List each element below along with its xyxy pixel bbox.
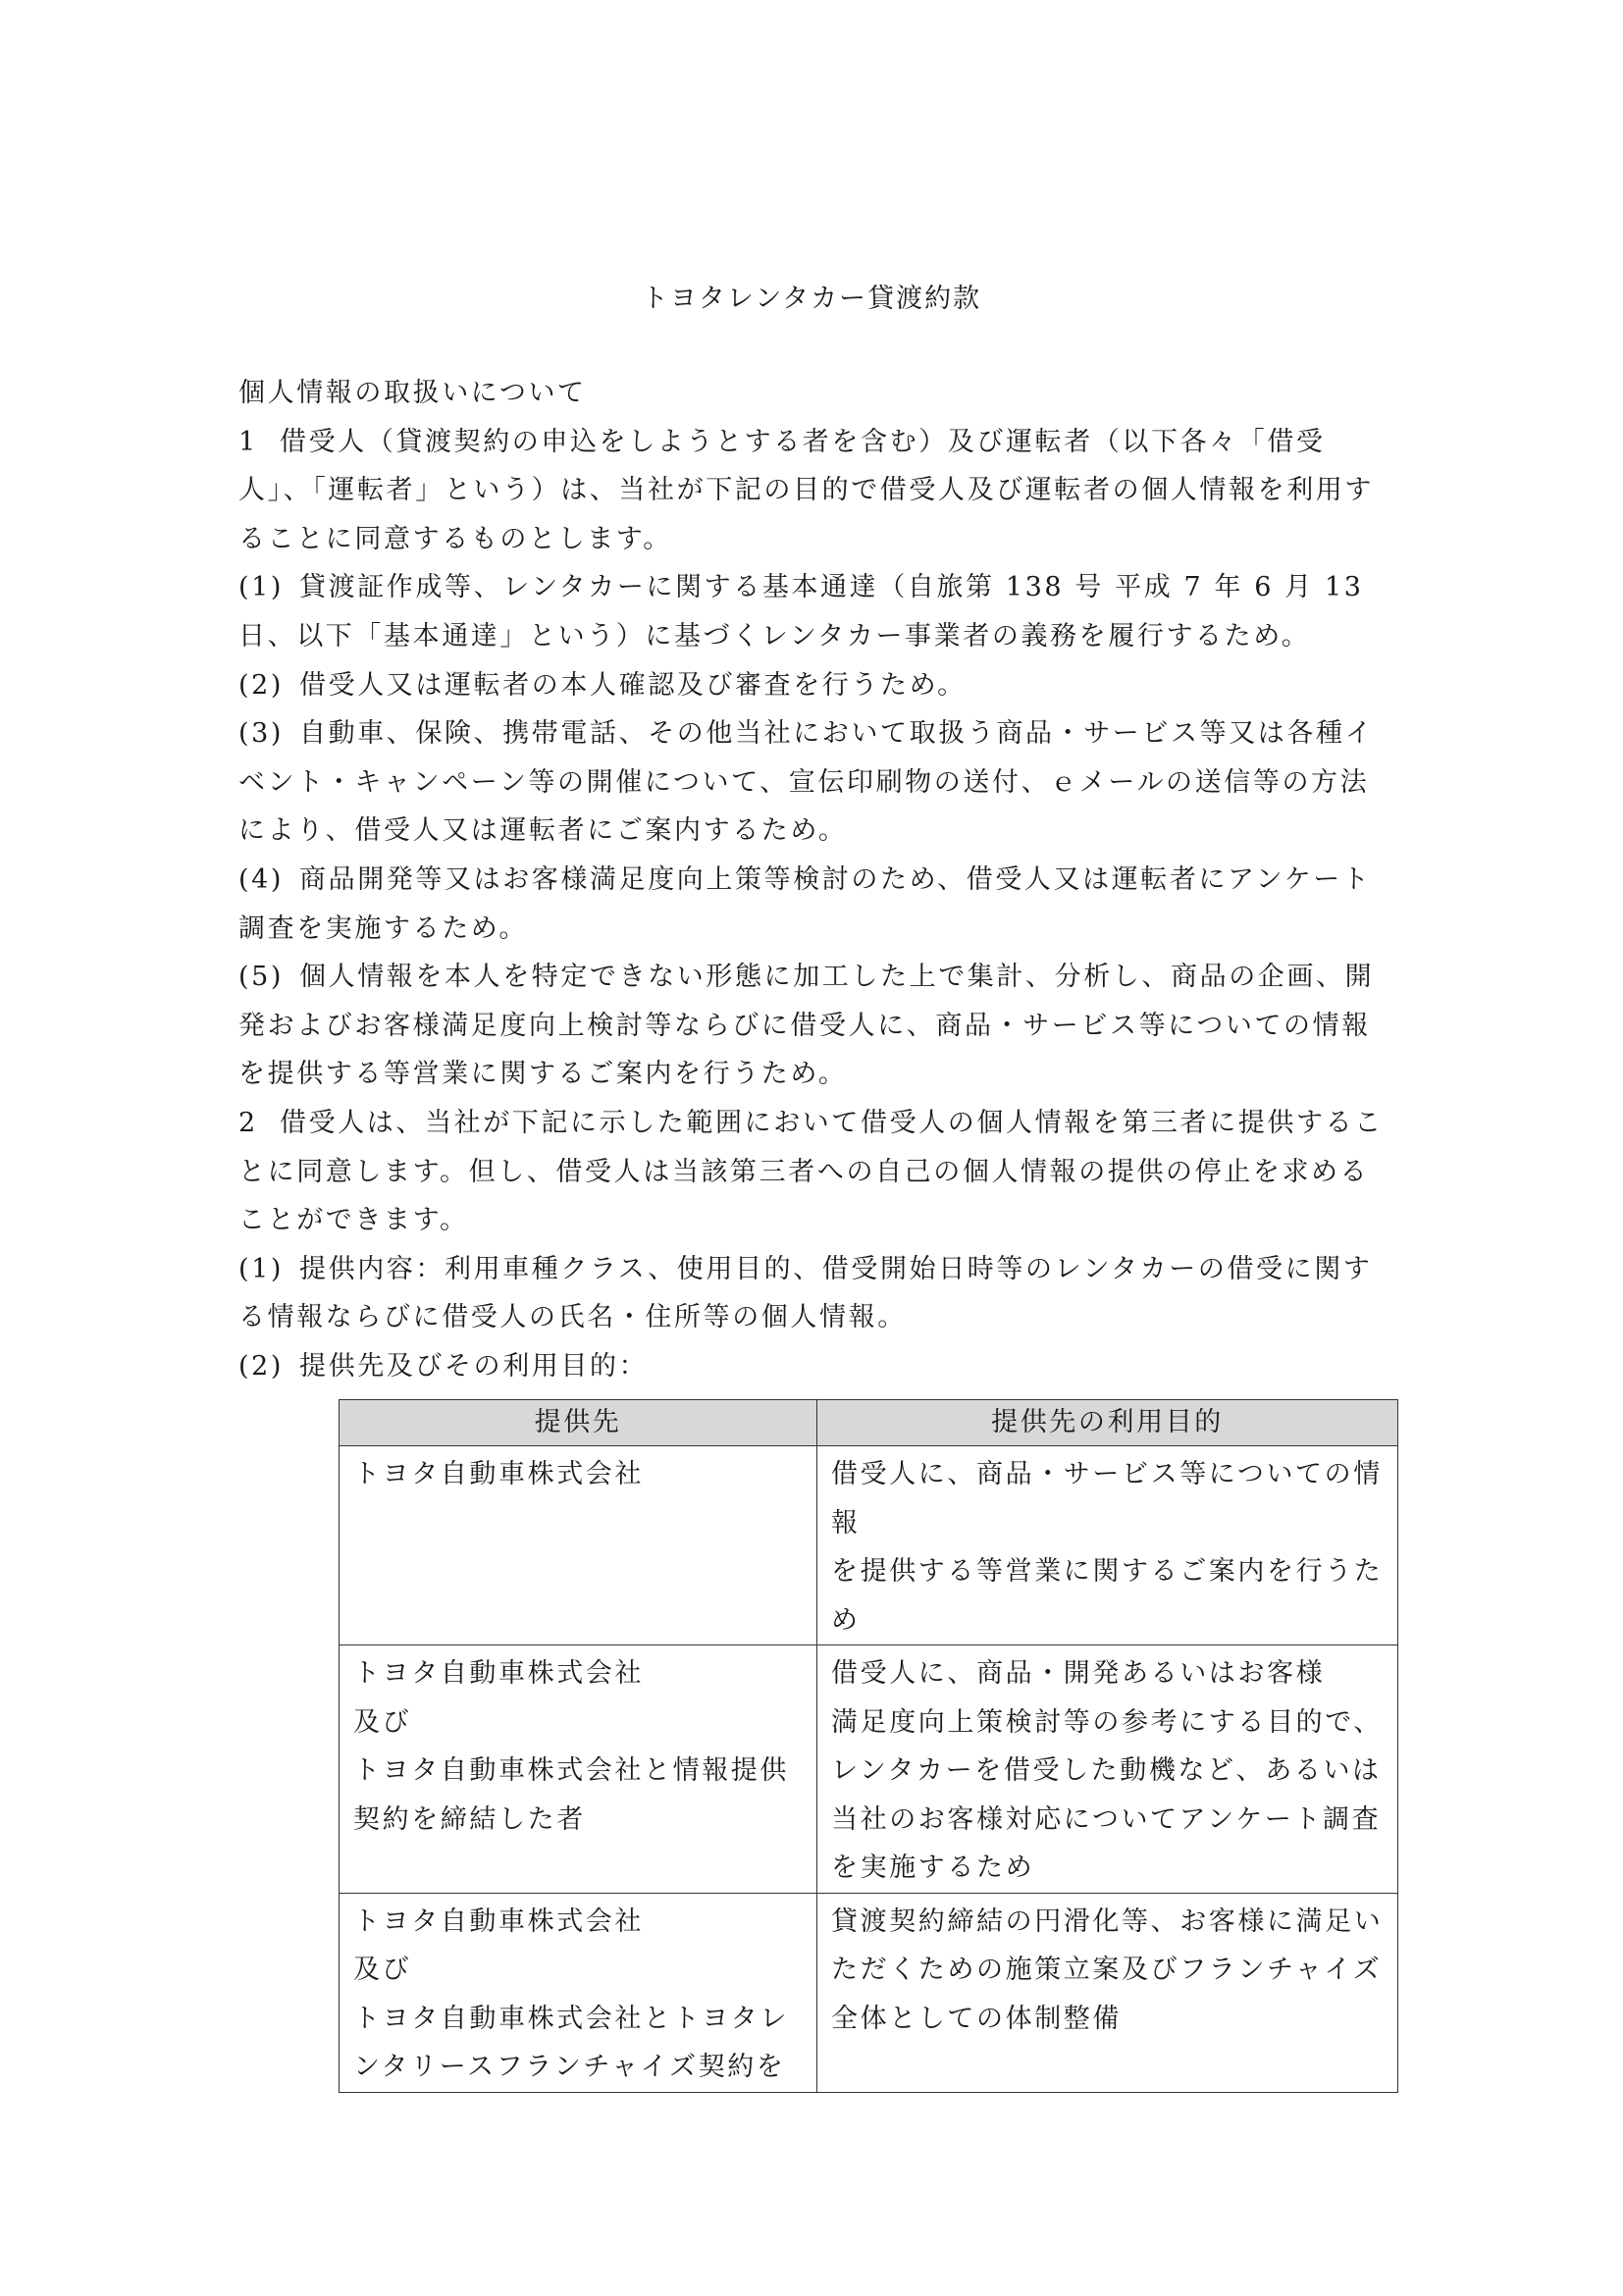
cell-line: 全体としての体制整備 xyxy=(831,2003,1122,2034)
paragraph-text: 借受人（貸渡契約の申込をしようとする者を含む）及び運転者（以下各々「借受人」、「運転者」という）は、当社が下記の目的で借受人及び運転者の個人情報を利用することに同意するものとします。 xyxy=(238,426,1374,554)
purpose-cell xyxy=(817,1446,1398,1645)
list-item xyxy=(238,856,1396,953)
item-number: (2) xyxy=(238,1350,285,1382)
cell-line: ンタリースフランチャイズ契約を xyxy=(353,2052,786,2082)
item-text: 自動車、保険、携帯電話、その他当社において取扱う商品・サービス等又は各種イベント・キャンペーン等の開催について、宣伝印刷物の送付、ｅメールの送信等の方法により、借受人又は運転者にご案内するため。 xyxy=(238,718,1375,847)
paragraph-text: 借受人は、当社が下記に示した範囲において借受人の個人情報を第三者に提供することに同意します。但し、借受人は当該第三者への自己の個人情報の提供の停止を求めることができます。 xyxy=(238,1107,1384,1236)
item-number: (5) xyxy=(238,962,285,993)
cell-line: レンタカーを借受した動機など、あるいは xyxy=(831,1755,1382,1786)
item-text: 提供先及びその利用目的： xyxy=(299,1350,649,1382)
item-text: 個人情報を本人を特定できない形態に加工した上で集計、分析し、商品の企画、開発およびお客様満足度向上検討等ならびに借受人に、商品・サービス等についての情報を提供する等営業に関するご案内を行うため。 xyxy=(238,962,1375,1090)
list-item xyxy=(238,1245,1396,1342)
cell-line: トヨタ自動車株式会社と情報提供 xyxy=(353,1755,789,1786)
item-text: 商品開発等又はお客様満足度向上策等検討のため、借受人又は運転者にアンケート調査を実施するため。 xyxy=(238,863,1372,944)
purpose-cell xyxy=(817,1893,1398,2092)
purpose-cell xyxy=(817,1645,1398,1894)
cell-line: ただくための施策立案及びフランチャイズ xyxy=(831,1955,1383,1985)
cell-line: 借受人に、商品・サービス等についての情報 xyxy=(831,1459,1383,1539)
document-body xyxy=(238,369,1396,1390)
document-title: トヨタレンタカー貸渡約款 xyxy=(641,284,982,314)
list-item xyxy=(238,1342,1396,1391)
item-number: (1) xyxy=(238,1253,285,1284)
item-number: (2) xyxy=(238,669,285,701)
list-item xyxy=(238,953,1396,1099)
item-number: (3) xyxy=(238,718,285,750)
item-text: 貸渡証作成等、レンタカーに関する基本通達（自旅第 138 号 平成 7 年 6 月 13 日、以下「基本通達」という）に基づくレンタカー事業者の義務を履行するため。 xyxy=(238,572,1364,652)
item-text: 借受人又は運転者の本人確認及び審査を行うため。 xyxy=(299,669,967,701)
table-header-row xyxy=(340,1400,1398,1446)
cell-line: め xyxy=(831,1604,861,1636)
list-item xyxy=(238,661,1396,710)
paragraph-number: 1 xyxy=(238,426,258,457)
section-heading: 個人情報の取扱いについて xyxy=(238,378,587,408)
cell-line: を提供する等営業に関するご案内を行うた xyxy=(831,1556,1384,1587)
paragraph-1 xyxy=(238,418,1396,564)
paragraph-number: 2 xyxy=(238,1107,258,1138)
recipient-table xyxy=(339,1399,1398,2093)
cell-line: 及び xyxy=(353,1706,412,1738)
cell-line: 当社のお客様対応についてアンケート調査 xyxy=(831,1803,1382,1835)
item-text: 提供内容：利用車種クラス、使用目的、借受開始日時等のレンタカーの借受に関する情報ならびに借受人の氏名・住所等の個人情報。 xyxy=(238,1253,1373,1333)
table-row xyxy=(340,1893,1398,2092)
cell-line: を実施するため xyxy=(831,1852,1035,1883)
header-purpose: 提供先の利用目的 xyxy=(817,1400,1398,1446)
recipient-cell xyxy=(340,1893,817,2092)
cell-line: 借受人に、商品・開発あるいはお客様 xyxy=(831,1658,1326,1689)
list-item xyxy=(238,563,1396,660)
item-number: (4) xyxy=(238,863,285,895)
cell-line: 及び xyxy=(353,1955,412,1985)
item-number: (1) xyxy=(238,572,285,603)
cell-line: 貸渡契約締結の円滑化等、お客様に満足い xyxy=(831,1905,1384,1937)
cell-line: 契約を締結した者 xyxy=(353,1803,586,1835)
header-recipient: 提供先 xyxy=(340,1400,817,1446)
cell-line: トヨタ自動車株式会社 xyxy=(353,1459,644,1489)
recipient-cell xyxy=(340,1446,817,1645)
list-item xyxy=(238,709,1396,856)
cell-line: 満足度向上策検討等の参考にする目的で、 xyxy=(831,1706,1383,1738)
table-row xyxy=(340,1446,1398,1645)
cell-line: トヨタ自動車株式会社 xyxy=(353,1905,644,1937)
cell-line: トヨタ自動車株式会社 xyxy=(353,1658,644,1689)
table-row xyxy=(340,1645,1398,1894)
cell-line: トヨタ自動車株式会社とトヨタレ xyxy=(353,2003,789,2034)
paragraph-2 xyxy=(238,1099,1396,1245)
recipient-cell xyxy=(340,1645,817,1894)
